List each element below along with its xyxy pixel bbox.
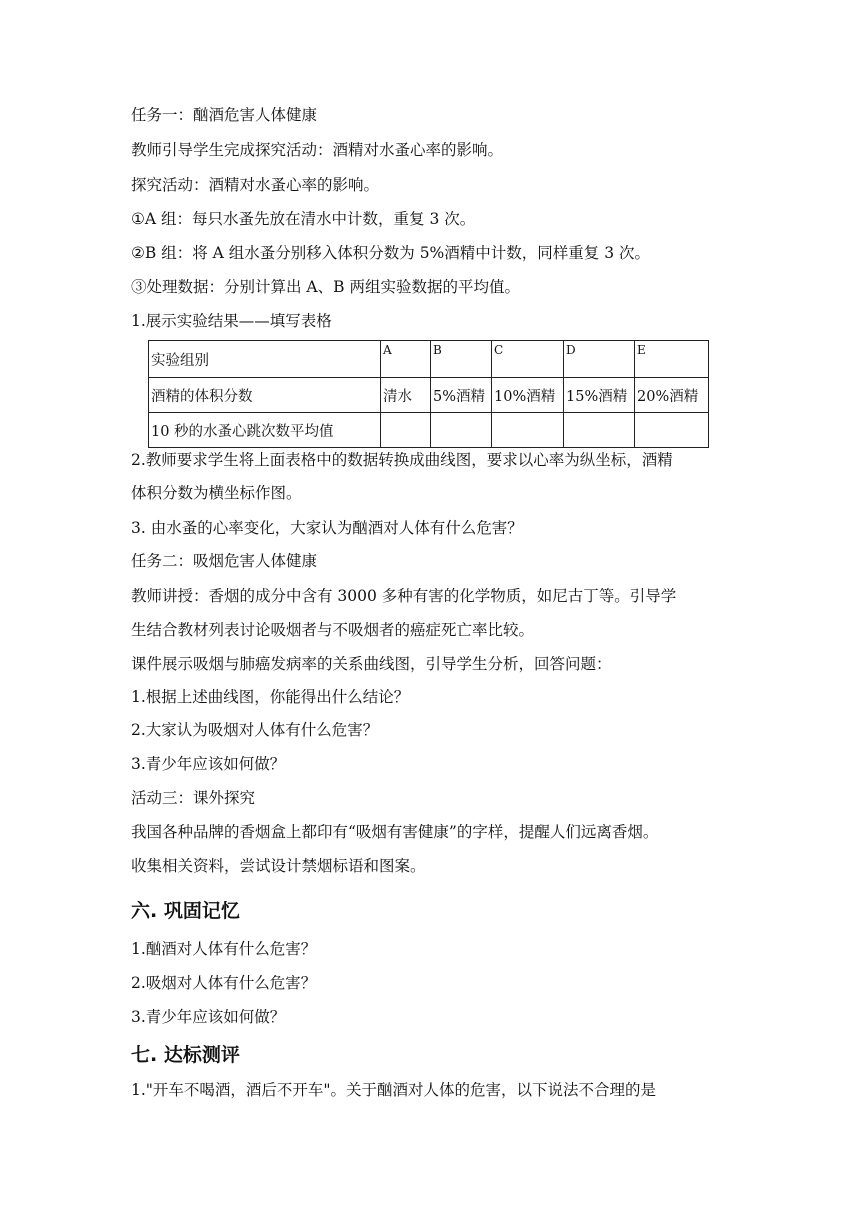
- paragraph: 课件展示吸烟与肺癌发病率的关系曲线图，引导学生分析，回答问题：: [131, 655, 612, 673]
- step-c: ③处理数据：分别计算出 A、B 两组实验数据的平均值。: [131, 278, 520, 296]
- table-row: [149, 341, 709, 378]
- table-cell: 5%酒精: [431, 378, 492, 413]
- results-table: [148, 340, 709, 448]
- paragraph: 我国各种品牌的香烟盒上都印有“吸烟有害健康”的字样，提醒人们远离香烟。: [131, 823, 659, 841]
- activity3-title: 活动三：课外探究: [131, 789, 256, 807]
- paragraph: 1.展示实验结果——填写表格: [131, 312, 332, 330]
- table-row: [149, 413, 709, 448]
- table-cell: [492, 413, 564, 448]
- paragraph: 教师讲授：香烟的成分中含有 3000 多种有害的化学物质，如尼古丁等。引导学: [131, 587, 677, 605]
- paragraph: 收集相关资料，尝试设计禁烟标语和图案。: [131, 857, 426, 875]
- table-cell: [431, 413, 492, 448]
- paragraph: 生结合教材列表讨论吸烟者与不吸烟者的癌症死亡率比较。: [131, 621, 535, 639]
- table-cell: 15%酒精: [564, 378, 635, 413]
- table-cell: B: [431, 341, 492, 378]
- table-cell: 10 秒的水蚤心跳次数平均值: [149, 413, 381, 448]
- table-cell: [635, 413, 709, 448]
- task1-title: 任务一：酗酒危害人体健康: [131, 106, 318, 124]
- paragraph: 体积分数为横坐标作图。: [131, 484, 302, 502]
- list-item: 2.吸烟对人体有什么危害？: [131, 974, 317, 992]
- step-b: ②B 组：将 A 组水蚤分别移入体积分数为 5%酒精中计数，同样重复 3 次。: [131, 244, 650, 262]
- step-a: ①A 组：每只水蚤先放在清水中计数，重复 3 次。: [131, 210, 476, 228]
- table-cell: 20%酒精: [635, 378, 709, 413]
- table-cell: 酒精的体积分数: [149, 378, 381, 413]
- table-cell: 实验组别: [149, 341, 381, 378]
- paragraph: 3. 由水蚤的心率变化，大家认为酗酒对人体有什么危害？: [131, 519, 523, 537]
- paragraph: 教师引导学生完成探究活动：酒精对水蚤心率的影响。: [131, 141, 504, 159]
- list-item: 3.青少年应该如何做？: [131, 1008, 286, 1026]
- paragraph: 探究活动：酒精对水蚤心率的影响。: [131, 176, 380, 194]
- table-cell: 10%酒精: [492, 378, 564, 413]
- paragraph: 2.教师要求学生将上面表格中的数据转换成曲线图，要求以心率为纵坐标，酒精: [131, 451, 673, 469]
- section7-heading: 七. 达标测评: [131, 1044, 240, 1066]
- table-row: [149, 378, 709, 413]
- task2-title: 任务二：吸烟危害人体健康: [131, 552, 318, 570]
- section6-heading: 六. 巩固记忆: [131, 900, 240, 922]
- table-cell: D: [564, 341, 635, 378]
- table-cell: [564, 413, 635, 448]
- table-cell: [381, 413, 431, 448]
- table-cell: E: [635, 341, 709, 378]
- table-cell: C: [492, 341, 564, 378]
- table-cell: A: [381, 341, 431, 378]
- question: 1.根据上述曲线图，你能得出什么结论？: [131, 688, 410, 706]
- question: 3.青少年应该如何做？: [131, 755, 286, 773]
- table-cell: 清水: [381, 378, 431, 413]
- list-item: 1."开车不喝酒，酒后不开车"。关于酗酒对人体的危害，以下说法不合理的是: [131, 1081, 657, 1099]
- question: 2.大家认为吸烟对人体有什么危害？: [131, 721, 379, 739]
- list-item: 1.酗酒对人体有什么危害？: [131, 940, 317, 958]
